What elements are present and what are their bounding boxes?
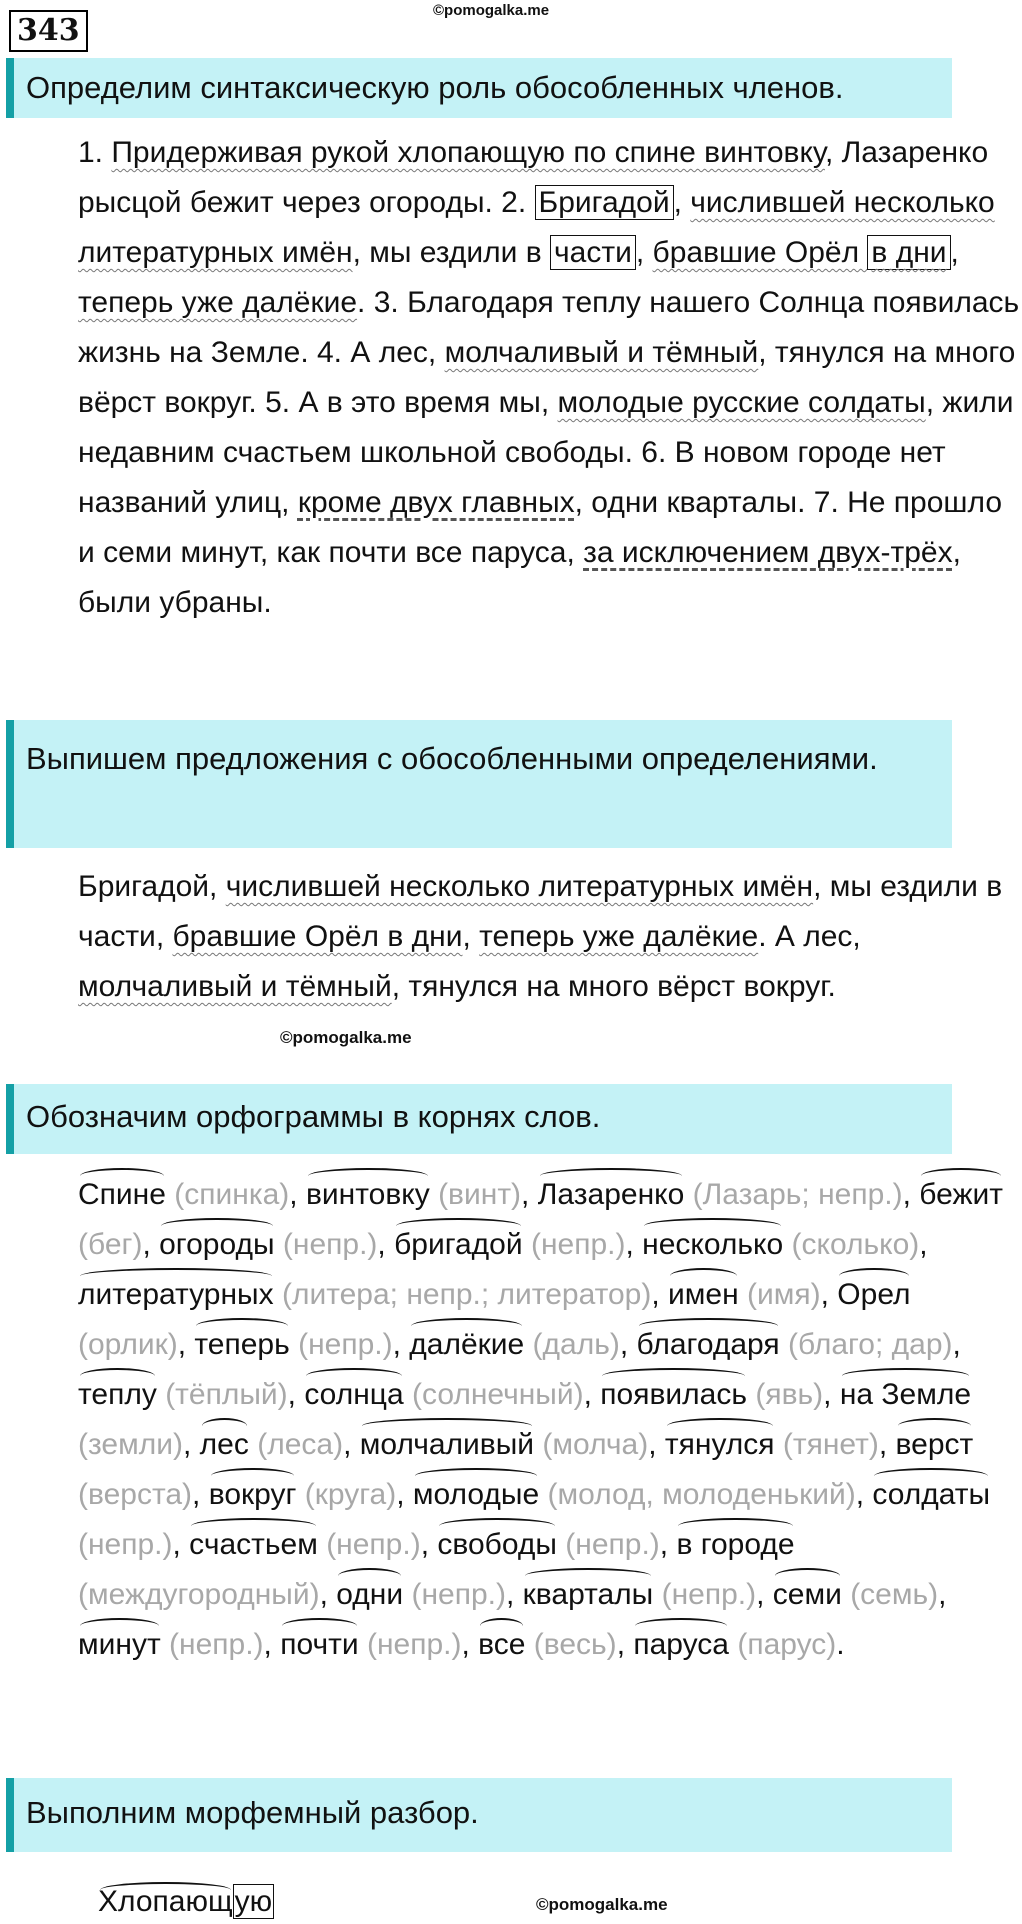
check-word: (бег) bbox=[78, 1228, 143, 1261]
orthogram-word: паруса bbox=[633, 1620, 729, 1670]
orthogram-word: появилась bbox=[600, 1370, 747, 1420]
orthogram-word: Спине bbox=[78, 1170, 166, 1220]
orthogram-word: вокруг bbox=[209, 1470, 297, 1520]
check-word: (непр.) bbox=[298, 1328, 393, 1361]
orthogram-word: кварталы bbox=[523, 1570, 654, 1620]
orthogram-word: бежит bbox=[919, 1170, 1003, 1220]
check-word: (непр.) bbox=[411, 1578, 506, 1611]
orthogram-word: бригадой bbox=[394, 1220, 523, 1270]
check-word: (семь) bbox=[850, 1578, 939, 1611]
check-word: (круга) bbox=[304, 1478, 397, 1511]
watermark: ©pomogalka.me bbox=[433, 2, 550, 19]
check-word: (весь) bbox=[533, 1628, 617, 1661]
orthogram-word: на Земле bbox=[840, 1370, 971, 1420]
orthogram-word: лес bbox=[200, 1420, 249, 1470]
check-word: (верста) bbox=[78, 1478, 193, 1511]
orthogram-word: свободы bbox=[437, 1520, 557, 1570]
check-word: (непр.) bbox=[169, 1628, 264, 1661]
section1-heading: Определим синтаксическую роль обособленных членов. bbox=[6, 58, 952, 118]
check-word: (непр.) bbox=[366, 1628, 462, 1661]
check-word: (непр.) bbox=[530, 1228, 626, 1261]
watermark-3: ©pomogalka.me bbox=[536, 1895, 668, 1914]
check-word: (непр.) bbox=[282, 1228, 378, 1261]
orthogram-word: семи bbox=[773, 1570, 842, 1620]
check-word: (междугородный) bbox=[78, 1578, 320, 1611]
check-word: (благо; дар) bbox=[788, 1328, 953, 1361]
orthogram-word: солдаты bbox=[872, 1470, 990, 1520]
orthogram-word: благодаря bbox=[637, 1320, 780, 1370]
check-word: (молча) bbox=[542, 1428, 649, 1461]
orthogram-word: далёкие bbox=[409, 1320, 524, 1370]
check-word: (непр.) bbox=[661, 1578, 757, 1611]
watermark-2: ©pomogalka.me bbox=[280, 1028, 412, 1047]
check-word: (спинка) bbox=[174, 1178, 290, 1211]
orthogram-word: в городе bbox=[676, 1520, 794, 1570]
orthogram-word: счастьем bbox=[189, 1520, 318, 1570]
check-word: (орлик) bbox=[78, 1328, 178, 1361]
orthogram-word: минут bbox=[78, 1620, 161, 1670]
orthogram-word: винтовку bbox=[306, 1170, 430, 1220]
section4-heading: Выполним морфемный разбор. bbox=[6, 1778, 952, 1852]
check-word: (тянет) bbox=[782, 1428, 879, 1461]
check-word: (даль) bbox=[532, 1328, 620, 1361]
morpheme-ending: ую bbox=[234, 1885, 273, 1918]
check-word: (сколько) bbox=[791, 1228, 920, 1261]
check-word: (Лазарь; непр.) bbox=[692, 1178, 903, 1211]
orthogram-word: верст bbox=[896, 1420, 974, 1470]
morpheme-stem: Хлопающ bbox=[98, 1885, 233, 1918]
orthogram-word: молчаливый bbox=[360, 1420, 534, 1470]
morpheme-word bbox=[98, 1884, 274, 1920]
check-word: (явь) bbox=[755, 1378, 824, 1411]
orthogram-list: Спине (спинка), винтовку (винт), Лазаренко (Лазарь; непр.), бежит (бег), огороды (непр.), бригадой (непр.), несколько (сколько), литературных (литера; непр.; литератор), имен (имя), Орел (орлик), теперь (непр.), далёкие (даль), благодаря (благо; дар), теплу (тёплый), солнца (солнечный), появилась (явь), на Земле (земли), лес (леса), молчаливый (молча), тянулся (тянет), верст (верста), вокруг (круга), молодые (молод, молоденький), солдаты (непр.), счастьем (непр.), свободы (непр.), в городе (междугородный), одни (непр.), кварталы (непр.), семи (семь), минут (непр.), почти (непр.), все (весь), паруса (парус). bbox=[8, 1170, 1022, 1670]
task-number: 343 bbox=[9, 10, 88, 52]
orthogram-word: молодые bbox=[413, 1470, 539, 1520]
section2-heading: Выпишем предложения с обособленными определениями. bbox=[6, 720, 952, 848]
check-word: (леса) bbox=[257, 1428, 344, 1461]
orthogram-word: теперь bbox=[194, 1320, 289, 1370]
orthogram-word: солнца bbox=[304, 1370, 403, 1420]
orthogram-word: Лазаренко bbox=[538, 1170, 685, 1220]
orthogram-word: огороды bbox=[159, 1220, 274, 1270]
section3-heading: Обозначим орфограммы в корнях слов. bbox=[6, 1084, 952, 1154]
section2-paragraph: Бригадой, числившей несколько литературных имён, мы ездили в части, бравшие Орёл в дни, теперь уже далёкие. А лес, молчаливый и тёмный, тянулся на много вёрст вокруг. bbox=[78, 870, 1003, 1003]
orthogram-word: несколько bbox=[642, 1220, 783, 1270]
orthogram-word: все bbox=[478, 1620, 525, 1670]
orthogram-word: одни bbox=[336, 1570, 403, 1620]
orthogram-word: теплу bbox=[78, 1370, 157, 1420]
check-word: (непр.) bbox=[565, 1528, 660, 1561]
check-word: (земли) bbox=[78, 1428, 183, 1461]
orthogram-word: почти bbox=[280, 1620, 358, 1670]
check-word: (тёплый) bbox=[165, 1378, 288, 1411]
orthogram-word: Орел bbox=[837, 1270, 910, 1320]
check-word: (молод, молоденький) bbox=[547, 1478, 856, 1511]
orthogram-word: тянулся bbox=[665, 1420, 775, 1470]
check-word: (имя) bbox=[747, 1278, 821, 1311]
check-word: (непр.) bbox=[326, 1528, 421, 1561]
check-word: (солнечный) bbox=[412, 1378, 584, 1411]
orthogram-word: имен bbox=[668, 1270, 739, 1320]
check-word: (литера; непр.; литератор) bbox=[281, 1278, 652, 1311]
check-word: (парус) bbox=[737, 1628, 837, 1661]
check-word: (непр.) bbox=[78, 1528, 173, 1561]
check-word: (винт) bbox=[438, 1178, 522, 1211]
orthogram-word: литературных bbox=[78, 1270, 274, 1320]
section1-paragraph: 1. Придерживая рукой хлопающую по спине винтовку, Лазаренко рысцой бежит через огороды. 2. Бригадой , числившей несколько литературных имён, мы ездили в части , бравшие Орёл в дни , теперь уже далёкие. 3. Благодаря теплу нашего Солнца появилась жизнь на Земле. 4. А лес, молчаливый и тёмный, тянулся на много вёрст вокруг. 5. А в это время мы, молодые русские солдаты, жили недавним счастьем школьной свободы. 6. В новом городе нет названий улиц, кроме двух главных, одни кварталы. 7. Не прошло и семи минут, как почти все паруса, за исключением двух-трёх, были убраны. bbox=[78, 136, 1020, 619]
